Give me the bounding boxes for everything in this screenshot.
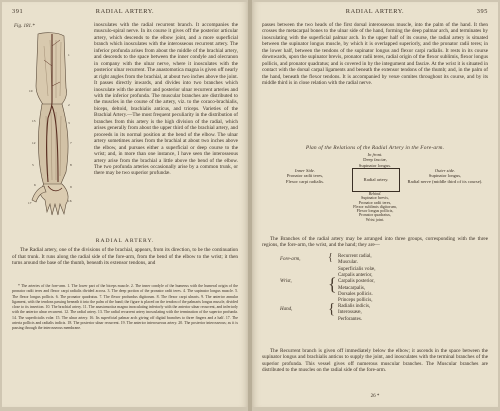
svg-text:9: 9 bbox=[70, 185, 72, 189]
outer-side-item: Radial nerve (middle third of its course). bbox=[407, 178, 483, 184]
in-front-label: In front. bbox=[367, 152, 383, 157]
right-body-top-text: passes between the two heads of the first dorsal interosseous muscle, into the palm of the hand. It then crosses the metacarpal bones to the ulnar side of the hand, forming the deep palmar arch, and terminates by inosculating with the superficial palmar arch. In the upper half of its course, the radial artery is situated between the supinator longus muscle, by which it is overlapped superiorly, and the pronator radii teres; in the lower half, between the tendons of the supinator longus and flexor carpi radialis. It rests in its course downwards, upon the supinator brevis, pronator radii teres, radial origin of the flexor sublimis, flexor longus pollicis, and pronator quadratus; and is covered in by the integument and fasciæ. At the wrist it is situated in contact with the dorsal carpal ligaments and beneath the extensor tendons of the thumb; and, in the palm of the hand, beneath the flexor tendons. It is accompanied by venæ comites throughout its course, and by its middle third is in close relation with the radial nerve. bbox=[262, 22, 488, 87]
left-page bbox=[2, 2, 248, 407]
radial-artery-heading: RADIAL ARTERY. bbox=[95, 238, 155, 244]
svg-text:17: 17 bbox=[28, 201, 32, 205]
group-item: Muscular. bbox=[338, 260, 358, 266]
diagram-outer-side bbox=[402, 168, 488, 184]
right-body-bottom-text: The Recurrent branch is given off immediately below the elbow; it ascends in the space between the supinator longus and brachialis anticus to supply the joint, and inosculates with the terminal branches of the superior profunda. This vessel gives off numerous muscular branches. The Muscular branches are distributed to the muscles on the radial side of the fore-arm. bbox=[262, 348, 488, 374]
behind-item: Wrist joint. bbox=[365, 216, 385, 222]
group-item: Carpalis anterior, bbox=[338, 273, 373, 279]
left-page-number: 391 bbox=[12, 8, 24, 15]
right-body-bottom bbox=[262, 348, 488, 374]
group-item: Recurrent radial, bbox=[338, 254, 372, 259]
right-body-top bbox=[262, 22, 488, 140]
outer-side-item: Supinator longus, bbox=[428, 173, 462, 179]
right-running-head bbox=[262, 8, 488, 18]
behind-item: Supinator brevis, bbox=[361, 195, 389, 201]
diagram-inner-side bbox=[262, 168, 348, 184]
brace-glyph: { bbox=[328, 301, 336, 317]
behind-item: Flexor longus pollicis, bbox=[356, 208, 394, 214]
right-page-number: 395 bbox=[476, 8, 488, 15]
left-body-wrapped-text bbox=[94, 22, 238, 230]
group-item: Perforantes. bbox=[338, 316, 363, 322]
group-item: Radialis indicis, bbox=[338, 304, 371, 310]
left-running-head bbox=[12, 8, 238, 18]
svg-text:12: 12 bbox=[32, 141, 36, 145]
svg-text:8: 8 bbox=[70, 163, 72, 167]
group-item: Metacarpalis, bbox=[338, 285, 366, 291]
svg-text:13: 13 bbox=[32, 119, 36, 123]
svg-text:5: 5 bbox=[32, 163, 34, 167]
branches-intro bbox=[262, 236, 488, 249]
signature-mark: 26 * bbox=[370, 394, 380, 399]
left-body-top: inosculates with the radial recurrent branch. It accompanies the musculo-spiral nerve. In its course it gives off the posterior articular artery, which descends to the elbow joint, and a more superficial branch which inosculates with the interosseous recurrent artery. The inferior profunda arises from about the middle of the brachial artery, and descends to the space between the inner condyle and olecranon in company with the ulnar nerve, where it inosculates with the posterior ulnar recurrent. The anastomotica magna is given off nearly at right angles from the brachial, at about two inches above the joint. It passes directly inwards, and divides into two branches which inosculate with the anterior and posterior ulnar recurrent arteries and with the inferior profunda. The muscular branches are distributed to the muscles in the course of the artery, viz. to the coraco-brachialis, biceps, deltoid, brachialis anticus, and triceps. Varieties of the Brachial Artery.—The most frequent peculiarity in the distribution of branches from this artery is the high division of the radial, which arises generally from about the upper third of the brachial artery, and proceeds in its normal position at the bend of the elbow. The ulnar artery sometimes arises from the brachial at about two inches above the elbow, and pursues either a superficial or deep course to the wrist; and, in more than one instance, I have seen the interosseous artery arise from the brachial a little above the bend of the elbow. The two profunda arteries occasionally arise by a common trunk, or there may be two superior profundæ. bbox=[94, 22, 238, 177]
group-name: Hand, bbox=[280, 307, 293, 312]
group-name: Wrist, bbox=[280, 279, 292, 284]
branch-groups bbox=[272, 252, 482, 322]
in-front-item: Supinator longus. bbox=[358, 162, 392, 168]
left-radial-section bbox=[12, 234, 238, 267]
right-running-title: RADIAL ARTERY. bbox=[345, 8, 405, 15]
left-footnote bbox=[12, 284, 238, 402]
svg-text:6: 6 bbox=[34, 183, 36, 187]
svg-text:7: 7 bbox=[70, 141, 72, 145]
group-items bbox=[338, 254, 372, 266]
brace-glyph: { bbox=[328, 252, 333, 263]
svg-text:16: 16 bbox=[68, 199, 72, 203]
svg-text:10: 10 bbox=[29, 89, 33, 93]
group-name: Fore-arm, bbox=[280, 257, 301, 262]
group-item: Carpalis posterior, bbox=[338, 279, 375, 285]
group-item: Interossææ, bbox=[338, 310, 362, 316]
svg-text:2: 2 bbox=[68, 103, 70, 107]
diagram-behind bbox=[332, 192, 418, 222]
group-item: Superficialis volæ, bbox=[338, 267, 376, 272]
in-front-item: Deep fasciæ, bbox=[363, 157, 387, 163]
left-body-bottom: The Radial artery, one of the divisions of the brachial, appears, from its direction, to be the continuation of that trunk. It runs along the radial side of the fore-arm, from the bend of the elbow to the wrist; it then turns around the base of the thumb, beneath its extensor tendons, and bbox=[12, 247, 238, 267]
footnote-text: * The arteries of the fore-arm. 1. The lower part of the biceps muscle. 2. The inner condyle of the humerus with the humeral origin of the pronator radii teres and flexor carpi radialis divided across. 3. The deep portion of the pronator radii teres. 4. The supinator longus muscle. 5. The flexor longus pollicis. 6. The pronator quadratus. 7. The flexor profundus digitorum. 8. The flexor carpi ulnaris. 9. The anterior annular ligament, with the tendons passing beneath it into the palm of the hand; the figure is placed on the tendon of the palmaris longus muscle, divided close to its insertion. 10. The brachial artery. 11. The anastomotica magna inosculating inferiorly with the anterior ulnar recurrent, and inferiorly with the anterior ulnar recurrent. 12. The radial artery. 13. The radial recurrent artery inosculating with the termination of the superior profunda. 14. The superficialis volæ. 15. The ulnar artery. 16. Its superficial palmar arch giving off digital branches to three fingers and a half. 17. The arteria pollicis and radialis indicis. 18. The posterior ulnar recurrent. 19. The anterior interosseous artery. 20. The posterior interosseous; as it is passing through the interosseous membrane. bbox=[12, 284, 238, 330]
svg-text:1: 1 bbox=[68, 53, 70, 57]
brace-glyph: { bbox=[328, 274, 337, 294]
radial-artery-box: Radial artery. bbox=[352, 168, 400, 192]
branches-intro-text: The Branches of the radial artery may be arranged into three groups, corresponding with the three regions, the fore-arm, the wrist, and the hand; they are— bbox=[262, 236, 488, 249]
svg-text:3: 3 bbox=[68, 121, 70, 125]
right-page bbox=[252, 2, 498, 407]
inner-side-label: Inner Side. bbox=[294, 168, 316, 173]
behind-item: Pronator radii teres, bbox=[358, 199, 392, 205]
inner-side-item: Pronator radii teres, bbox=[286, 173, 324, 179]
relations-diagram bbox=[262, 152, 488, 222]
inner-side-item: Flexor carpi radialis. bbox=[285, 178, 325, 184]
group-item: Dorsales pollicis. bbox=[338, 291, 373, 297]
behind-item: Flexor sublimis digitorum, bbox=[353, 203, 397, 209]
behind-label: Behind. bbox=[368, 191, 382, 196]
plan-caption: Plan of the Relations of the Radial Artery in the Fore-arm. bbox=[305, 145, 445, 151]
outer-side-label: Outer side. bbox=[434, 168, 456, 173]
forearm-arteries-illustration bbox=[14, 26, 92, 216]
left-running-title: RADIAL ARTERY. bbox=[95, 8, 155, 15]
group-items bbox=[338, 298, 372, 323]
group-items bbox=[338, 267, 376, 298]
group-item: Princeps pollicis, bbox=[338, 298, 373, 303]
behind-item: Pronator quadratus, bbox=[358, 212, 392, 218]
figure-label: Fig. 181.* bbox=[14, 24, 35, 29]
diagram-in-front bbox=[332, 152, 418, 168]
